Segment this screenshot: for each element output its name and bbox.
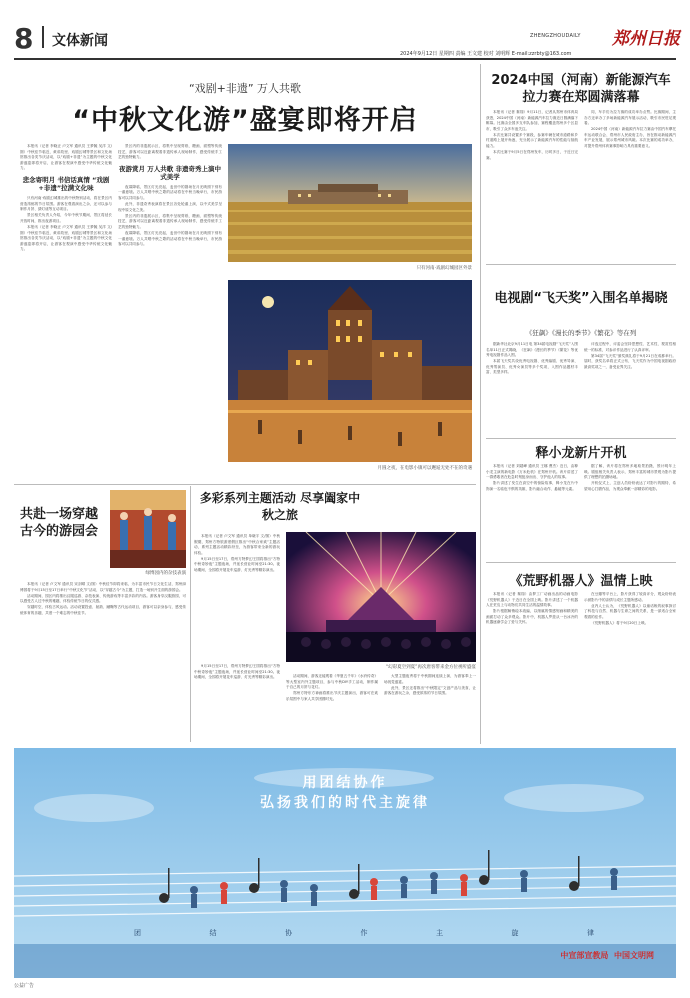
page-number: 8 [14, 22, 34, 55]
story5-column-2: 活动期间，游客还能观看《华夏五千年》《水浒传奇》等大型室内外主题项目，参与中秋DIY手工活动，制作属于自己的月饼与花灯。 郑州方特东方神画将推出节庆主题演出，游客可在欢乐氛围中与家人共享团圆时光。 [286, 674, 378, 701]
story2-headline: 2024中国（河南）新能源汽车拉力赛在郑圆满落幕 [491, 73, 671, 105]
photo-drama-city [228, 144, 472, 262]
story5-headline: 多彩系列主题活动 尽享阖家中秋之旅 [199, 491, 361, 522]
public-service-ad [14, 748, 676, 978]
masthead [0, 0, 690, 60]
story1-column-1: 本报讯（记者 李晓正 卢文军 通讯员 王梦毓 吴洋 文/图）中秋佳节临近，黄帝故里、戏剧幻城等景区和文化场馆推出各类节庆活动，以“戏剧+非遗”为主题的中秋文化游盛宴即将开启，让游客在观演中感受中华传统文化魅力。 悲念寄明月 书信话真情 “戏剧+非遗”拉满文化味 只有河南·戏剧幻城推出的中秋特别活动，将在景区内营造浓郁的节日氛围。游客在观看演出之余，还可以参与制作月饼、猜灯谜等互动项目。 景区相关负责人介绍，今年中秋节期间，景区将延长开放时间，推出夜游项目。 本报讯（记者 李晓正 卢文军 通讯员 王梦毓 吴洋 文/图）中秋佳节临近，黄帝故里、戏剧幻城等景区和文化场馆推出各类节庆活动，以“戏剧+非遗”为主题的中秋文化游盛宴即将开启，让游客在观演中感受中华传统文化魅力。 [20, 144, 112, 252]
story1-headline: “中秋文化游”盛宴即将开启 [72, 105, 418, 136]
story1-subhead-2: 夜游赏月 万人共歌 非遗奇秀上演中式美学 [118, 164, 222, 181]
story7-column-1: 本报讯（记者 秦翔）由梦工厂动画出品的动画电影《荒野机器人》于近日在全国上映。影片讲述了一个机器人在荒岛上与动物们共同生活的温情故事。 影片根据畅销绘本改编，以细腻的情感刻画和精美的画面打动了众多观众。影片中，机器人罗兹从一台冰冷的机器逐渐学会了爱与关怀。 [486, 592, 578, 625]
story7-column-2: 在豆瓣等平台上，影片获得了较高评分，观众纷纷表示被影片中的亲情与成长主题所感动。 业内人士认为，《荒野机器人》以童话般的叙事探讨了科技与自然、机器与生命之间的关系，是一部适合全家观看的佳作。 《荒野机器人》将于9月20日上映。 [584, 592, 676, 625]
story5-column-1b: 9月15日至17日，郑州方特梦幻王国将推出“方特中秋奇妙夜”主题夜场，并延长营业时间至21:30。夜场期间，全园将开展花车巡游、灯光秀等精彩演出。 [194, 664, 280, 680]
story-wild-robot [486, 564, 676, 744]
story1-column-2: 景区内的非遗展示区，将集中呈现剪纸、糖画、面塑等传统技艺，游客可以近距离观看非遗传承人现场制作，感受传统手工艺的独特魅力。 夜游赏月 万人共歌 非遗奇秀上演中式美学 夜幕降临，景区灯光亮起，麦田中的剧场在月光映照下别有一番意境。万人共唱中秋之歌的活动将在中秋当晚举行，市民游客可以共同参与。 此外，非遗奇秀表演将在景区各处轮番上演，以中式美学呈现中原文化之美。 景区内的非遗展示区，将集中呈现剪纸、糖画、面塑等传统技艺，游客可以近距离观看非遗传承人现场制作，感受传统手工艺的独特魅力。 夜幕降临，景区灯光亮起，麦田中的剧场在月光映照下别有一番意境。万人共唱中秋之歌的活动将在中秋当晚举行，市民游客可以共同参与。 [118, 144, 222, 247]
night-show-illustration [286, 532, 476, 662]
ad-title-line-2: 弘扬我们的时代主旋律 [260, 795, 430, 811]
story6-column-1: 本报讯（记者 刘超峰 通讯员 王娜 曹杰）近日，由释小龙主演的新电影《万米危机》在郑州开机。该片讲述了一群勇敢者在危急时刻挺身而出、守护他人的故事。 影片讲述了发生在高空中的惊险故事，释小龙在片中饰演一名临危不惧的英雄，影片融合动作、悬疑等元素。 [486, 464, 578, 491]
newspaper-logo: 郑州日报 [612, 29, 680, 49]
photo1-caption: 只有河南·戏剧幻城园区外景 [416, 266, 472, 271]
story-mid-autumn-culture [14, 64, 476, 482]
drama-city-illustration [228, 144, 472, 262]
story3-column-2: 评选过程中，评委会坚持思想性、艺术性、观赏性相统一的标准，对参评作品进行了认真评审。 第34届“飞天奖”颁奖典礼将于9月21日在成都举行。届时，获奖名单将正式公布，飞天奖作为中国电视剧政府最高奖项之一，备受业界关注。 [584, 342, 676, 369]
story6-column-2: 据了解，该片将在郑州多地取景拍摄，预计明年上映。剧组相关负责人表示，郑州丰富的城市景观为影片提供了理想的拍摄场地。 开机仪式上，主创人员纷纷表达了对影片的期待，希望用心打磨作品，为观众奉献一部精彩的电影。 [584, 464, 676, 491]
photo-night-show [286, 532, 476, 662]
story2-column-1: 本报讯（记者 秦翔）9月11日，记者从郑州市体育局获悉，2024中国（河南）新能源汽车拉力赛近日圆满落下帷幕。比赛由全国多支车队参加，赛程覆盖郑州多个区县市，吸引了众多车迷关注。 本次比赛共设置多个赛段，参赛车辆在城市道路和乡村道路上展开角逐，充分展示了新能源汽车的性能与续航能力。 本次比赛于9月5日在郑州发车，历时多日，于近日完赛。 [486, 110, 578, 160]
story7-headline: 《荒野机器人》温情上映 [509, 574, 653, 589]
story5-column-3: 大型主题夜秀将于中秋期间连续上演，为游客奉上一场视觉盛宴。 此外，景区还将推出“中秋限定”文创产品与美食，让游客在游玩之余，感受浓浓的节日氛围。 [384, 674, 476, 696]
story-garden-party [14, 486, 186, 744]
story5-column-1: 本报讯（记者 卢文军 通讯员 单晓宇 文/图）中秋假期，郑州方特旅游度假区推出“中秋合家欢”主题活动，系列主题活动精彩纷呈，为游客带来全新的游玩体验。 9月15日至17日，郑州方特梦幻王国将推出“方特中秋奇妙夜”主题夜场，并延长营业时间至21:30。夜场期间，全园将开展花车巡游、灯光秀等精彩演出。 [194, 534, 280, 573]
story2-column-2: 同，车手们为拉力赛的成功举办点赞。比赛期间，主办方还举办了多场新能源汽车展示活动，吸引市民驻足观看。 2024中国（河南）新能源汽车拉力赛由中国汽车摩托车运动联合会、郑州市人民政府主办，旨在推动新能源汽车产业发展，展示郑州城市风貌。本次比赛的成功举办，对提升郑州体育赛事影响力具有重要意义。 [584, 110, 676, 149]
photo2-caption: 月圆之夜，在电影小镇可以邂逅无处不在的奇遇 [377, 466, 472, 471]
ad-organization: 中宣部宣教局 中国文明网 [560, 951, 654, 960]
story-fantawild-festival [194, 486, 476, 744]
story6-headline: 释小龙新片开机 [535, 446, 627, 461]
ad-lyrics: 团 结 协 作 主 旋 律 [134, 929, 594, 937]
story3-subhead: 《狂飙》《漫长的季节》《繁花》等在列 [525, 329, 637, 337]
story-shi-xiaolong-film [486, 440, 676, 560]
section-title: 文体新闻 [52, 33, 108, 49]
story4-photo-caption: 绿博园内的杂技表演 [145, 571, 186, 576]
story1-kicker: “戏剧+非遗” 万人共歌 [188, 82, 302, 95]
acrobatics-illustration [110, 490, 186, 568]
story1-subhead-1: 悲念寄明月 书信话真情 “戏剧+非遗”拉满文化味 [22, 175, 110, 192]
ad-label: 公益广告 [14, 983, 35, 989]
story3-headline: 电视剧“飞天奖”入围名单揭晓 [494, 291, 668, 306]
story3-column-1: 据新华社北京9月11日电 第34届电视剧“飞天奖”入围名单11日正式揭晓，《狂飙》《漫长的季节》《繁花》等优秀电视剧作品入围。 本届飞天奖共设优秀电视剧、优秀编剧、优秀导演、优秀男演员、优秀女演员等多个奖项，入围作品题材丰富、类型多样。 [486, 342, 578, 375]
movie-town-illustration [228, 280, 472, 462]
story-ev-rally [486, 64, 676, 262]
photo-acrobatics [110, 490, 186, 568]
story4-body: 本报讯（记者 卢文军 通讯员 宋剑晴 文/图）中秋佳节即将来临，为丰富市民节日文化生活，郑州绿博园将于9月15日至17日举行“中秋文化节”活动，以“穿越古今”为主题，打造一场别开生面的游园会。 活动期间，园区内将推出汉服巡游、杂技表演、传统游戏等丰富多彩的内容。游客身穿汉服游园，可以感受古人过中秋的雅趣，体验传统节日的仪式感。 穿越时空，体验古风运动。活动设置投壶、射箭、蹴鞠等古代运动项目，游客可以亲身参与，感受传统体育的乐趣，共度一个难忘的中秋佳节。 [20, 582, 186, 615]
story4-headline: 共赴一场穿越古今的游园会 [20, 507, 99, 539]
story-flying-apsaras-award [486, 268, 676, 436]
ad-title-line-1: 用团结协作 [302, 775, 388, 791]
paper-english-name: ZHENGZHOUDAILY [530, 33, 581, 39]
dateline: 2024年9月12日 星期四 责编 王文建 校对 刘明辉 E-mail:zzrbty@163.com [400, 51, 572, 57]
story5-photo-caption: “幻彩夏空到夏”再次唐客带来金方位视听盛宴 [385, 665, 476, 670]
photo-movie-town [228, 280, 472, 462]
